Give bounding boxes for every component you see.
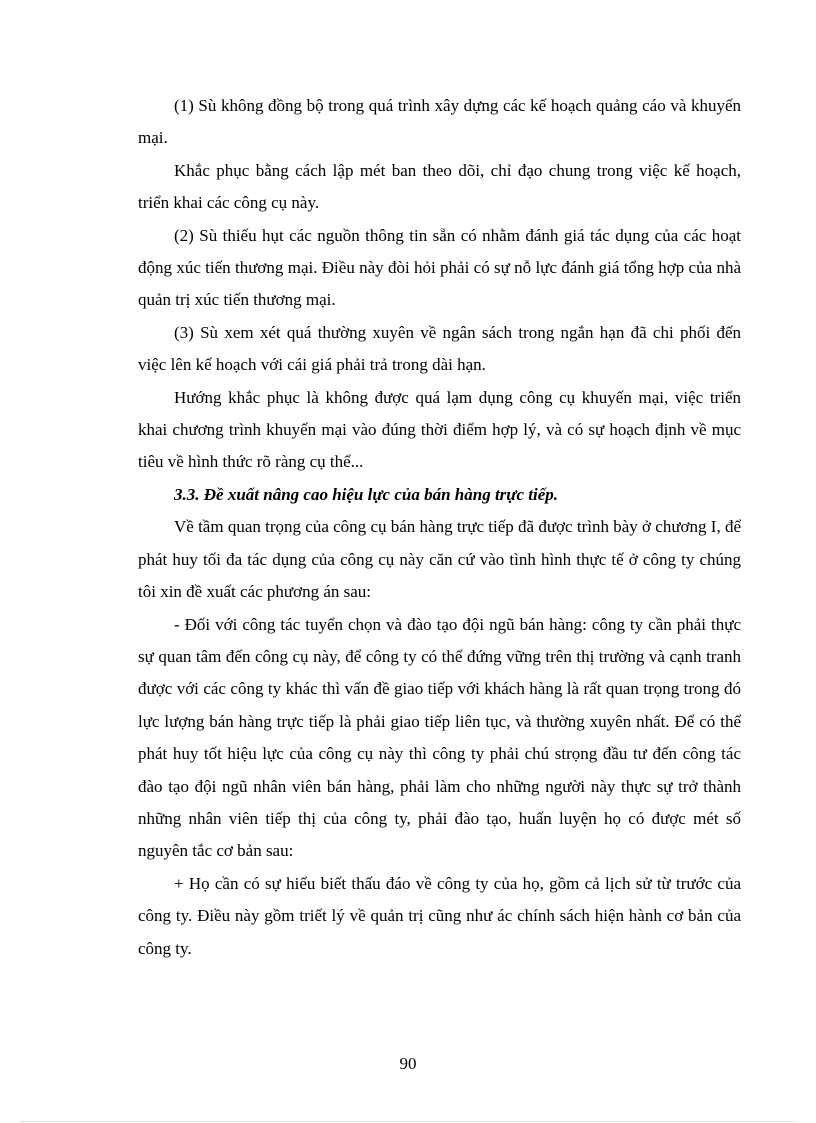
paragraph-8: + Họ cần có sự hiểu biết thấu đáo về công ty của họ, gồm cả lịch sử từ trước của công ty. Điều này gồm triết lý về quản trị cũng như ác chính sách hiện hành cơ bản của công ty. (138, 873, 741, 958)
paragraph-4: (3) Sù xem xét quá thường xuyên về ngân sách trong ngắn hạn đã chi phối đến việc lên kế hoạch với cái giá phải trả trong dài hạn. (138, 322, 741, 375)
paragraph-2: Khắc phục bằng cách lập mét ban theo dõi, chỉ đạo chung trong việc kế hoạch, triển khai các công cụ này. (138, 160, 741, 213)
page-number: 90 (399, 1054, 417, 1073)
paragraph-6: Về tầm quan trọng của công cụ bán hàng trực tiếp đã được trình bày ở chương I, để phát huy tối đa tác dụng của công cụ này căn cứ vào tình hình thực tế ở công ty chúng tôi xin đề xuất các phương án sau: (138, 517, 741, 602)
footer-dotted-rule (20, 1121, 796, 1122)
section-heading-3-3: 3.3. Đề xuất nâng cao hiệu lực của bán hàng trực tiếp. (174, 484, 559, 504)
document-body (138, 90, 741, 965)
paragraph-3: (2) Sù thiếu hụt các nguồn thông tin sẵn có nhằm đánh giá tác dụng của các hoạt động xúc tiến thương mại. Điều này đòi hỏi phải có sự nỗ lực đánh giá tổng hợp của nhà quản trị xúc tiến thương mại. (138, 225, 741, 310)
paragraph-7: - Đối với công tác tuyển chọn và đào tạo đội ngũ bán hàng: công ty cần phải thực sự quan tâm đến công cụ này, để công ty có thể đứng vững trên thị trường và cạnh tranh được với các công ty khác thì vấn đề giao tiếp với khách hàng là rất quan trọng trong đó lực lượng bán hàng trực tiếp là phải giao tiếp liên tục, và thường xuyên nhất. Để có thể phát huy tốt hiệu lực của công cụ này thì công ty phải chú strọng đầu tư đến công tác đào tạo đội ngũ nhân viên bán hàng, phải làm cho những người này thực sự trở thành những nhân viên tiếp thị của công ty, phải đào tạo, huấn luyện họ có được mét số nguyên tắc cơ bản sau: (138, 614, 741, 861)
paragraph-5: Hướng khắc phục là không được quá lạm dụng công cụ khuyến mại, việc triển khai chương trình khuyến mại vào đúng thời điểm hợp lý, và có sự hoạch định về mục tiêu về hình thức rõ ràng cụ thể... (138, 387, 741, 472)
paragraph-1: (1) Sù không đồng bộ trong quá trình xây dựng các kế hoạch quảng cáo và khuyến mại. (138, 96, 741, 148)
